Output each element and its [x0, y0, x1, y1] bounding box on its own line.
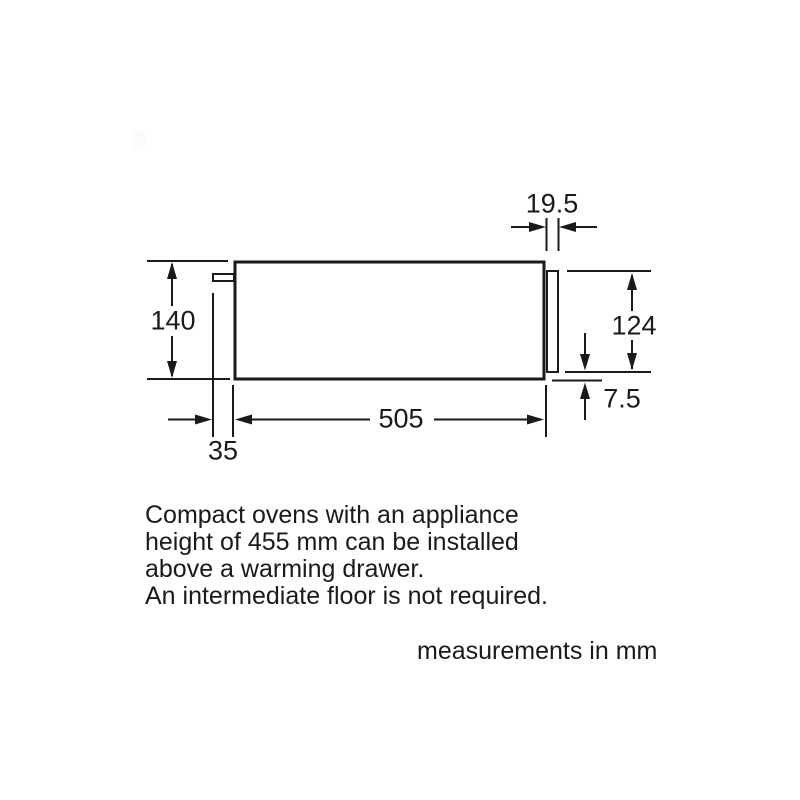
dim-label-7-5: 7.5 [603, 383, 641, 414]
drawer-body [235, 262, 544, 379]
dim-label-19-5: 19.5 [525, 188, 579, 219]
installation-note [145, 502, 548, 610]
dim-label-124: 124 [611, 310, 657, 341]
note-line: height of 455 mm can be installed [145, 528, 519, 556]
note-line: An intermediate floor is not required. [145, 582, 548, 610]
dim-label-140: 140 [150, 305, 196, 336]
drawer-front-panel [547, 271, 558, 372]
note-line: Compact ovens with an appliance [145, 501, 519, 529]
note-line: above a warming drawer. [145, 555, 425, 583]
mounting-rail [213, 274, 234, 281]
units-note: measurements in mm [417, 637, 658, 665]
dim-label-505: 505 [378, 403, 424, 434]
faint-artifact-smudge [132, 131, 146, 148]
drawer-outline [213, 262, 558, 379]
dim-label-35: 35 [207, 435, 239, 466]
